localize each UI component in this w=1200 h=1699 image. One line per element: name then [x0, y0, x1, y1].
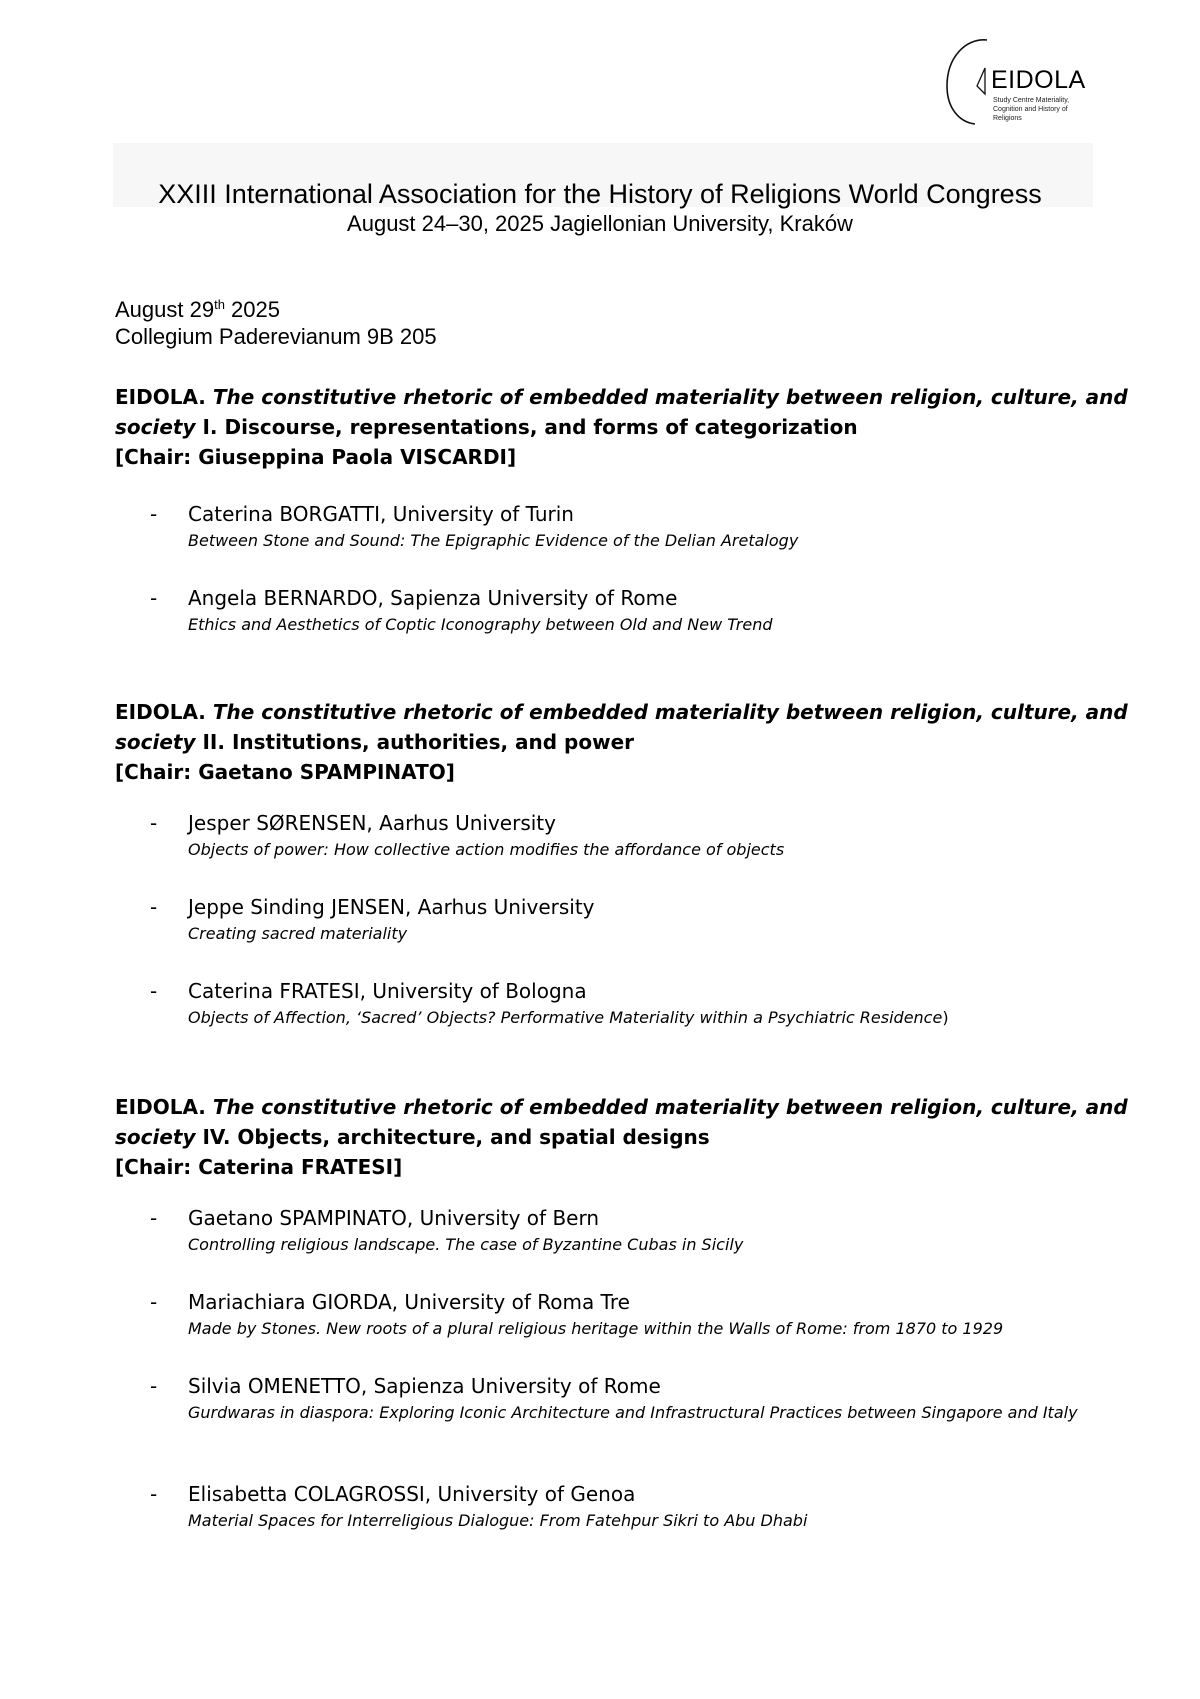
session-date: August 29th 2025 — [115, 297, 280, 322]
list-bullet: - — [150, 1290, 158, 1314]
talk-speaker: Jeppe Sinding JENSEN, Aarhus University — [188, 895, 595, 919]
talk-speaker: Mariachiara GIORDA, University of Roma Tre — [188, 1290, 630, 1314]
eidola-logo — [945, 38, 1095, 128]
talk-title: Creating sacred materiality — [188, 924, 408, 943]
talk-title: Ethics and Aesthetics of Coptic Iconography between Old and New Trend — [188, 615, 773, 634]
talk-speaker: Caterina BORGATTI, University of Turin — [188, 502, 574, 526]
list-bullet: - — [150, 586, 158, 610]
list-bullet: - — [150, 502, 158, 526]
talk-speaker: Gaetano SPAMPINATO, University of Bern — [188, 1206, 600, 1230]
panel-heading: EIDOLA. The constitutive rhetoric of embedded materiality between religion, culture, and society IV. Objects, architecture, and spatial designs [Chair: Caterina FRATESI] — [115, 1092, 1100, 1182]
list-bullet: - — [150, 979, 158, 1003]
talk-speaker: Caterina FRATESI, University of Bologna — [188, 979, 587, 1003]
talk-title: Gurdwaras in diaspora: Exploring Iconic Architecture and Infrastructural Practices between Singapore and Italy — [188, 1403, 1078, 1422]
logo-subtitle: Study Centre Materiality, Cognition and History of Religions — [993, 97, 1070, 122]
talk-title: Material Spaces for Interreligious Dialogue: From Fatehpur Sikri to Abu Dhabi — [188, 1511, 808, 1530]
talk-title: Between Stone and Sound: The Epigraphic Evidence of the Delian Aretalogy — [188, 531, 799, 550]
list-bullet: - — [150, 811, 158, 835]
talk-speaker: Jesper SØRENSEN, Aarhus University — [188, 811, 556, 835]
talk-speaker: Angela BERNARDO, Sapienza University of Rome — [188, 586, 678, 610]
congress-subtitle: August 24–30, 2025 Jagiellonian University, Kraków — [347, 211, 853, 236]
list-bullet: - — [150, 895, 158, 919]
talk-title: Objects of Affection, ‘Sacred’ Objects? Performative Materiality within a Psychiatric Residence) — [188, 1008, 949, 1027]
list-bullet: - — [150, 1482, 158, 1506]
panel-heading: EIDOLA. The constitutive rhetoric of embedded materiality between religion, culture, and society I. Discourse, representations, and forms of categorization [Chair: Giuseppina Paola VISCARDI] — [115, 382, 1100, 472]
panel-heading: EIDOLA. The constitutive rhetoric of embedded materiality between religion, culture, and society II. Institutions, authorities, and power [Chair: Gaetano SPAMPINATO] — [115, 697, 1100, 787]
panel-chair: [Chair: Giuseppina Paola VISCARDI] — [115, 445, 517, 469]
talk-title: Made by Stones. New roots of a plural religious heritage within the Walls of Rome: from 1870 to 1929 — [188, 1319, 1004, 1338]
talk-speaker: Silvia OMENETTO, Sapienza University of Rome — [188, 1374, 661, 1398]
talk-title: Controlling religious landscape. The case of Byzantine Cubas in Sicily — [188, 1235, 744, 1254]
talk-title: Objects of power: How collective action modifies the affordance of objects — [188, 840, 785, 859]
panel-chair: [Chair: Caterina FRATESI] — [115, 1155, 403, 1179]
list-bullet: - — [150, 1206, 158, 1230]
panel-chair: [Chair: Gaetano SPAMPINATO] — [115, 760, 455, 784]
congress-title: XXIII International Association for the History of Religions World Congress — [158, 179, 1042, 209]
list-bullet: - — [150, 1374, 158, 1398]
talk-speaker: Elisabetta COLAGROSSI, University of Genoa — [188, 1482, 636, 1506]
logo-name: EIDOLA — [991, 66, 1086, 94]
session-venue: Collegium Paderevianum 9B 205 — [115, 324, 437, 349]
